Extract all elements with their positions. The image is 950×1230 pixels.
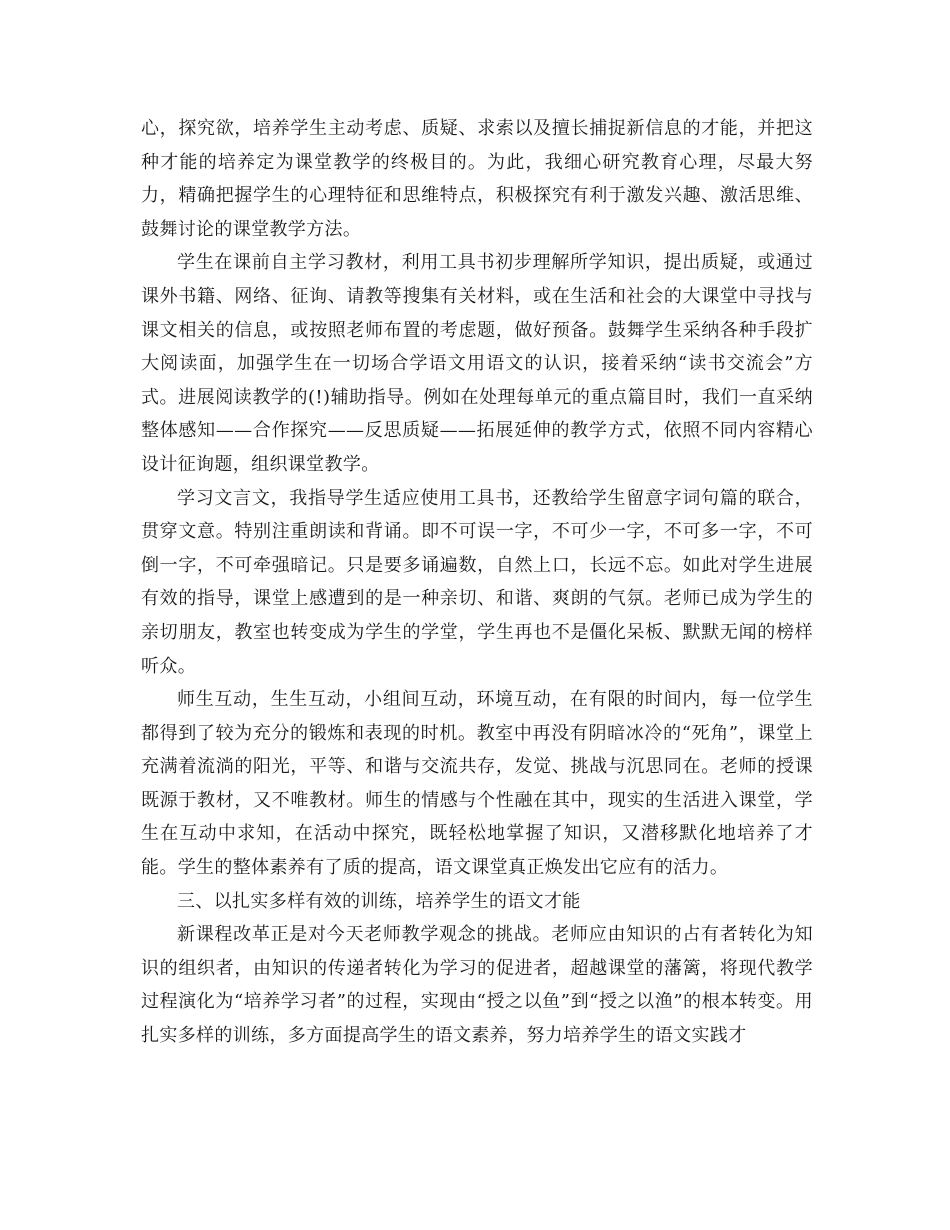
- paragraph-classical-chinese: 学习文言文，我指导学生适应使用工具书，还教给学生留意字词句篇的联合，贯穿文意。特别注重朗读和背诵。即不可误一字，不可少一字，不可多一字，不可倒一字，不可牵强暗记。只是要多诵遍数，自然上口，长远不忘。如此对学生进展有效的指导，课堂上感遭到的是一种亲切、和谐、爽朗的气氛。老师已成为学生的亲切朋友，教室也转变成为学生的学堂，学生再也不是僵化呆板、默默无闻的榜样听众。: [141, 487, 813, 677]
- document-body: [141, 112, 813, 1053]
- paragraph-continuation: 心，探究欲，培养学生主动考虑、质疑、求索以及擅长捕捉新信息的才能，并把这种才能的培养定为课堂教学的终极目的。为此，我细心研究教育心理，尽最大努力，精确把握学生的心理特征和思维特点，积极探究有利于激发兴趣、激活思维、鼓舞讨论的课堂教学方法。: [141, 118, 813, 240]
- paragraph-preview-study: 学生在课前自主学习教材，利用工具书初步理解所学知识，提出质疑，或通过课外书籍、网络、征询、请教等搜集有关材料，或在生活和社会的大课堂中寻找与课文相关的信息，或按照老师布置的考虑题，做好预备。鼓舞学生采纳各种手段扩大阅读面，加强学生在一切场合学语文用语文的认识，接着采纳“读书交流会”方式。进展阅读教学的(!)辅助指导。例如在处理每单元的重点篇目时，我们一直采纳整体感知——合作探究——反思质疑——拓展延伸的教学方式，依照不同内容精心设计征询题，组织课堂教学。: [141, 252, 813, 475]
- paragraph-curriculum-reform: 新课程改革正是对今天老师教学观念的挑战。老师应由知识的占有者转化为知识的组织者，由知识的传递者转化为学习的促进者，超越课堂的藩篱，将现代教学过程演化为“培养学习者”的过程，实现由“授之以鱼”到“授之以渔”的根本转变。用扎实多样的训练，多方面提高学生的语文素养，努力培养学生的语文实践才: [141, 924, 813, 1047]
- paragraph-interaction: 师生互动，生生互动，小组间互动，环境互动，在有限的时间内，每一位学生都得到了较为充分的锻炼和表现的时机。教室中再没有阴暗冰冷的“死角”，课堂上充满着流淌的阳光，平等、和谐与交流共存，发觉、挑战与沉思同在。老师的授课既源于教材，又不唯教材。师生的情感与个性融在其中，现实的生活进入课堂，学生在互动中求知，在活动中探究，既轻松地掌握了知识，又潜移默化地培养了才能。学生的整体素养有了质的提高，语文课堂真正焕发出它应有的活力。: [141, 689, 813, 879]
- section-heading: 三、以扎实多样有效的训练，培养学生的语文才能: [177, 890, 581, 912]
